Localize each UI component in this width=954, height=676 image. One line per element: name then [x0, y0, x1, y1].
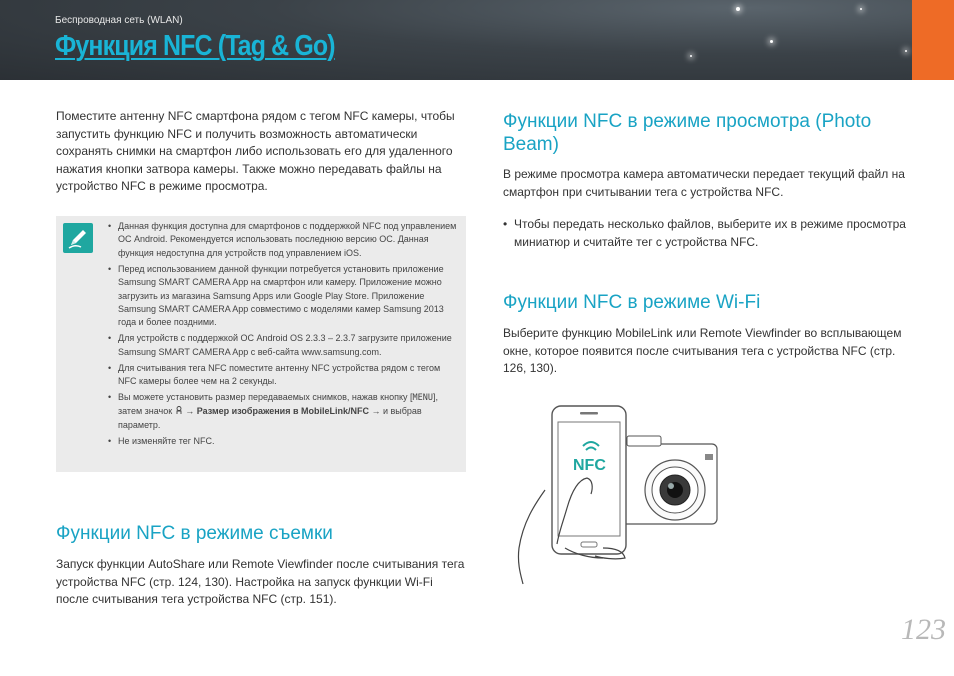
section-label: Беспроводная сеть (WLAN)	[55, 15, 183, 26]
header-sparkle	[860, 8, 862, 10]
note-item: • Данная функция доступна для смартфонов с поддержкой NFC под управлением ОС Android. Рекомендуется использовать последнюю версию ОС. Данная функция недоступна для устройств под управлением iOS.	[108, 220, 460, 260]
chapter-tab	[912, 0, 954, 80]
menu-key-label: MENU	[412, 392, 433, 403]
note-item: • Не изменяйте тег NFC.	[108, 435, 460, 448]
note-text: →	[182, 406, 197, 417]
wifi-heading: Функции NFC в режиме Wi-Fi	[503, 292, 761, 313]
note-item	[108, 391, 460, 432]
wifi-paragraph: Выберите функцию MobileLink или Remote Viewfinder во всплывающем окне, которое появится после считывания тега с устройства NFC (стр. 126, 130).	[503, 326, 902, 375]
note-item: • Для устройств с поддержкой ОС Android OS 2.3.3 – 2.3.7 загрузите приложение Samsung SMART CAMERA App с веб-сайта www.samsung.com.	[108, 332, 460, 359]
header-sparkle	[736, 7, 740, 11]
header-sparkle	[690, 55, 692, 57]
page-number: 123	[901, 613, 946, 646]
note-text: ], затем значок	[118, 391, 438, 417]
pencil-icon	[63, 223, 93, 253]
note-list	[108, 220, 460, 451]
share-icon	[175, 406, 183, 415]
note-box	[56, 216, 466, 472]
nfc-logo-text: NFC	[573, 457, 606, 474]
intro-paragraph: Поместите антенну NFC смартфона рядом с тегом NFC камеры, чтобы запустить функцию NFC и получить возможность автоматически сохранять снимки на смартфон либо использовать его для удаленного нажатия кнопки затвора камеры. Также можно передавать файлы на устройство NFC в режиме просмотра.	[56, 109, 455, 193]
shooting-paragraph: Запуск функции AutoShare или Remote Viewfinder после считывания тега устройства NFC (стр. 124, 130). Настройка на запуск функции Wi-Fi после считывания тега устройства NFC (стр. 151).	[56, 557, 465, 606]
menu-path: Размер изображения в MobileLink/NFC	[196, 406, 369, 417]
nfc-illustration	[505, 398, 735, 588]
playback-heading: Функции NFC в режиме просмотра (Photo Beam)	[503, 111, 872, 155]
note-text: → и выбрав параметр.	[118, 406, 422, 430]
page-header	[0, 0, 954, 80]
bullet-dot: •	[503, 217, 508, 231]
bullet-text: Чтобы передать несколько файлов, выберите их в режиме просмотра миниатюр и считайте тег с устройства NFC.	[514, 217, 906, 249]
playback-paragraph: В режиме просмотра камера автоматически передает текущий файл на смартфон при считывании тега с устройства NFC.	[503, 167, 905, 199]
header-sparkle	[770, 40, 773, 43]
note-text: Вы можете установить размер передаваемых снимков, нажав кнопку [	[118, 391, 413, 402]
shooting-heading: Функции NFC в режиме съемки	[56, 523, 333, 544]
page-title: Функция NFC (Tag & Go)	[55, 30, 335, 62]
header-sparkle	[905, 50, 907, 52]
note-item: • Для считывания тега NFC поместите антенну NFC устройства рядом с тегом NFC камеры более чем на 2 секунды.	[108, 362, 460, 389]
smartphone-illustration	[552, 406, 626, 554]
note-item: • Перед использованием данной функции потребуется установить приложение Samsung SMART CAMERA App на смартфон или камеру. Приложение можно загрузить из магазина Samsung Apps или Google Play Store. Приложение Samsung SMART CAMERA App совместимо с моделями камер Samsung 2013 года и более поздними.	[108, 263, 460, 330]
